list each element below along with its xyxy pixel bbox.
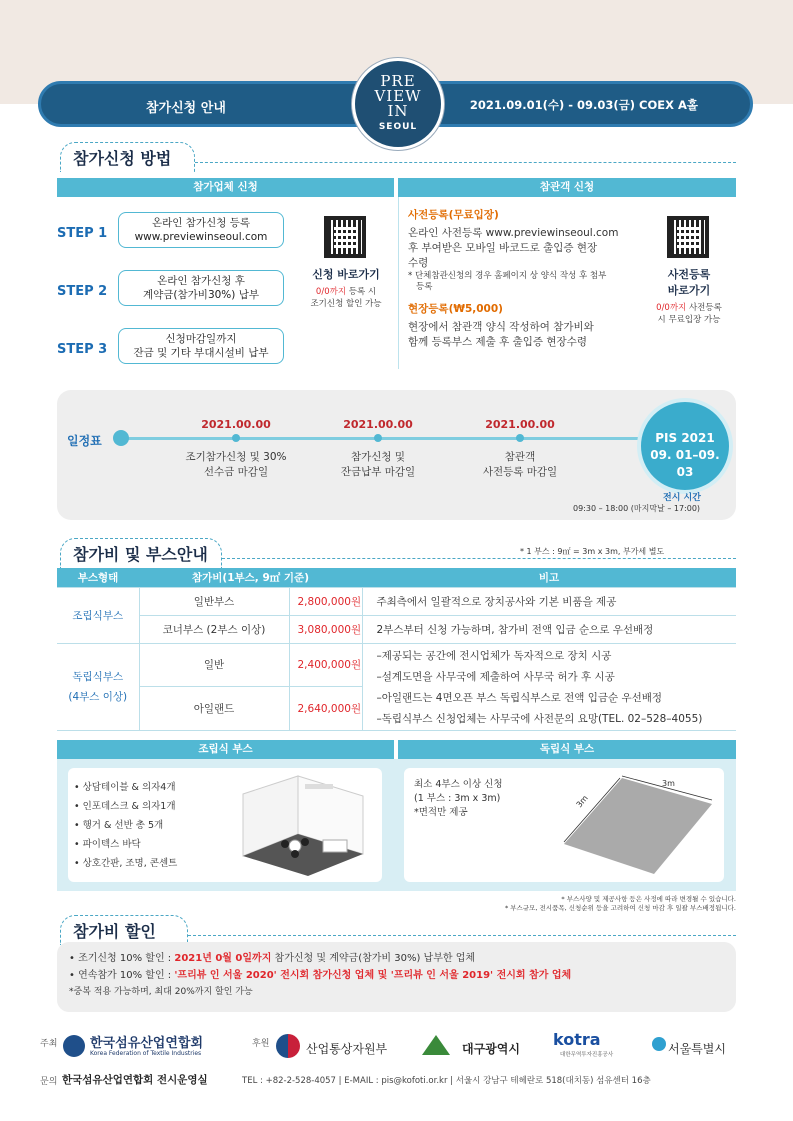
raw-booth-dim-h: 3m: [574, 793, 590, 810]
schedule-text-3: 참관객 사전등록 마감일: [482, 451, 558, 478]
shell-booth-head: 조립식 부스: [57, 740, 394, 759]
gov-logo-icon: [276, 1034, 300, 1058]
preview-in-seoul-logo: PRE VIEW IN SEOUL: [352, 58, 444, 150]
shell-booth-image: [233, 774, 373, 878]
host-name: 한국섬유산업연합회: [90, 1036, 204, 1051]
step-2-box: 온라인 참가신청 후 계약금(참가비30%) 납부: [118, 270, 284, 306]
step-3-box: 신청마감일까지 잔금 및 기타 부대시설비 납부: [118, 328, 284, 364]
fee-note: * 1 부스 : 9㎡ = 3m x 3m, 부가세 별도: [520, 547, 665, 556]
raw-booth-dim-w: 3m: [662, 779, 675, 788]
exhibitor-head: 참가업체 신청: [57, 178, 394, 197]
daegu-logo-icon: [422, 1035, 450, 1055]
schedule-panel: [57, 390, 736, 520]
step-2-label: STEP 2: [57, 284, 108, 299]
schedule-date-3: 2021.00.00: [485, 418, 555, 431]
step-1-box: 온라인 참가신청 등록 www.previewinseoul.com: [118, 212, 284, 248]
discount-section-title: 참가비 할인: [60, 915, 188, 945]
kofoti-logo-icon: [63, 1035, 85, 1057]
header-date: 2021.09.01(수) - 09.03(금) COEX A홀: [469, 98, 698, 112]
schedule-text-1: 조기참가신청 및 30% 선수금 마감일: [185, 451, 287, 478]
seoul-logo-icon: [652, 1037, 666, 1051]
pre-register-title: 사전등록(무료입장): [408, 209, 499, 221]
pis-circle: PIS 2021 09. 01–09. 03: [637, 398, 733, 494]
schedule-date-2: 2021.00.00: [343, 418, 413, 431]
schedule-date-1: 2021.00.00: [201, 418, 271, 431]
discount-panel: • 조기신청 10% 할인 : 2021년 0월 0일까지 참가신청 및 계약금(참가비 30%) 납부한 업체 • 연속참가 10% 할인 : '프리뷰 인 서울 2020' 전시회 참가신청 업체 및 '프리뷰 인 서울 2019' 전시회 참가 업체 *중복 적용 가능하며, 최대 20%까지 할인 가능: [57, 942, 736, 1012]
fee-table: 부스형태 참가비(1부스, 9㎡ 기준) 비고 조립식부스 일반부스 2,800,000원 주최측에서 일괄적으로 장치공사와 기본 비품을 제공 코너부스 (2부스 이상) 3,080,000원 2부스부터 신청 가능하며, 참가비 전액 입금 순으로 우선배정 독립식부스 (4부스 이상) 일반 2,400,000원 –제공되는 공간에 전시업체가 독자적으로 장치 시공 –설계도면을 사무국에 제출하여 사무국 허가 후 시공 –아일랜드는 4면오픈 부스 독립식부스로 전액 입금순 우선배정 –독립식부스 신청업체는 사무국에 사전문의 요망(TEL. 02–528–4055) 아일랜드 2,640,000원: [57, 568, 736, 731]
schedule-text-2: 참가신청 및 잔금납부 마감일: [340, 451, 416, 478]
raw-booth-image: [554, 774, 719, 878]
apply-shortcut[interactable]: 신청 바로가기 0/0까지 등록 시 조기신청 할인 가능: [310, 268, 382, 309]
shell-booth-card: • 상담테이블 & 의자4개 • 인포데스크 & 의자1개 • 행거 & 선반 총 5개 • 파이텍스 바닥 • 상호간판, 조명, 콘센트: [68, 768, 382, 882]
header-title: 참가신청 안내: [146, 101, 226, 116]
contact-org: 한국섬유산업연합회 전시운영실: [62, 1074, 208, 1086]
visitor-shortcut[interactable]: 사전등록 바로가기 0/0까지 사전등록 시 무료입장 가능: [656, 268, 722, 325]
onsite-title: 현장등록(₩5,000): [408, 303, 503, 315]
schedule-label: 일정표: [67, 434, 102, 448]
exhibit-time: 09:30 – 18:00 (마지막날 – 17:00): [573, 504, 701, 513]
booth-footnotes: * 부스사양 및 제공사항 등은 사정에 따라 변경될 수 있습니다. * 부스규모, 전시품목, 신청순위 등을 고려하여 신청 마감 후 일괄 부스배정됩니다.: [504, 895, 736, 912]
apply-section-title: 참가신청 방법: [60, 142, 195, 172]
step-3-label: STEP 3: [57, 342, 108, 357]
fee-section-title: 참가비 및 부스안내: [60, 538, 222, 568]
exhibit-time-label: 전시 시간: [663, 493, 701, 503]
raw-booth-head: 독립식 부스: [398, 740, 736, 759]
step-1-label: STEP 1: [57, 226, 108, 241]
raw-booth-card: 최소 4부스 이상 신청 (1 부스 : 3m x 3m) *면적만 제공 3m 3m: [404, 768, 724, 882]
contact-info: TEL : +82-2-528-4057 | E-MAIL : pis@kofoti.or.kr | 서울시 강남구 테헤란로 518(대치동) 섬유센터 16층: [242, 1076, 651, 1086]
qr-code-apply[interactable]: [324, 216, 366, 258]
qr-code-visitor[interactable]: [667, 216, 709, 258]
visitor-head: 참관객 신청: [398, 178, 736, 197]
